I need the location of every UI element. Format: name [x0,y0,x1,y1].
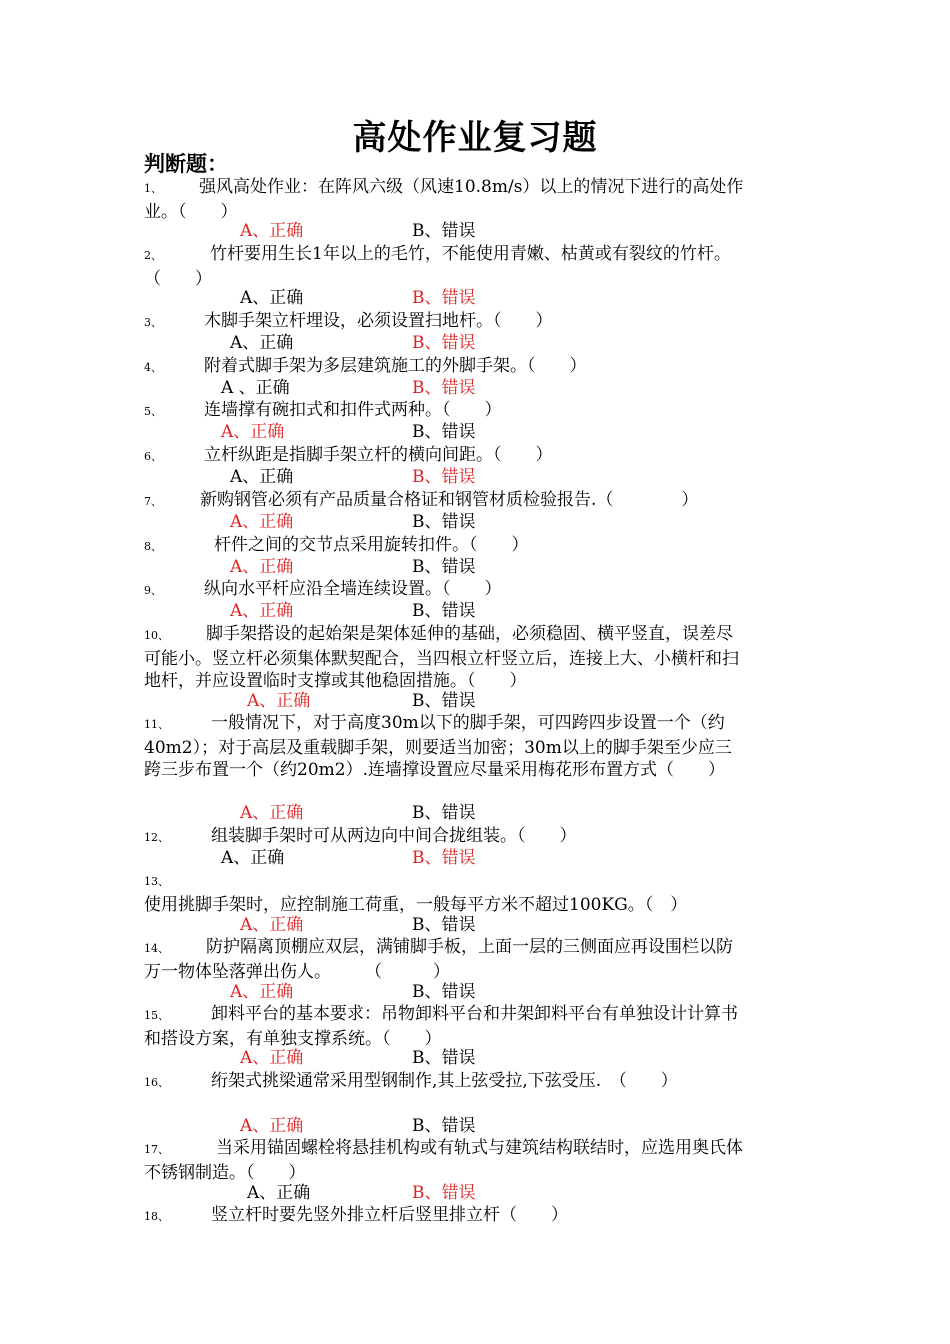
option-b: B、错误 [412,915,476,935]
question-text: 附着式脚手架为多层建筑施工的外脚手架。（ ） [204,356,587,376]
section-heading: 判断题： [144,151,228,176]
option-b: B、错误 [412,288,476,308]
question-3 [144,310,748,335]
question-1 [144,176,748,223]
question-text: 一般情况下，对于高度30m以下的脚手架，可四跨四步设置一个（约40m2）；对于高层及重载脚手架，则要适当加密；30m以上的脚手架至少应三跨三步布置一个（约20m2）.连墙撑设置应尽量采用梅花形布置方式（ ） [144,713,732,780]
question-text: 使用挑脚手架时，应控制施工荷重，一般每平方米不超过100KG。（ ） [144,894,688,915]
option-b: B、错误 [412,333,476,353]
option-a: A、正确 [230,333,294,353]
question-number: 1、 [144,182,162,195]
option-a: A、正确 [230,601,294,621]
question-text: 竖立杆时要先竖外排立杆后竖里排立杆（ ） [211,1205,568,1225]
option-b: B、错误 [412,848,476,868]
option-a: A、正确 [230,512,294,532]
question-number: 8、 [144,540,162,553]
page-title: 高处作业复习题 [352,118,598,158]
question-12 [144,825,748,850]
question-6 [144,444,748,469]
option-a: A、正确 [221,848,285,868]
question-number: 13、 [144,875,169,888]
option-a: A、正确 [240,803,304,823]
question-text: 纵向水平杆应沿全墙连续设置。（ ） [204,579,502,599]
question-number: 5、 [144,405,162,418]
question-4 [144,355,748,380]
option-a: A、正确 [240,288,304,308]
option-b: B、错误 [412,378,476,398]
option-b: B、错误 [412,803,476,823]
question-17 [144,1137,748,1184]
option-a: A、正确 [230,467,294,487]
question-number: 10、 [144,629,169,642]
question-text: 当采用锚固螺栓将悬挂机构或有轨式与建筑结构联结时，应选用奥氏体不锈钢制造。（ ） [144,1138,743,1183]
question-text: 连墙撑有碗扣式和扣件式两种。（ ） [204,400,502,420]
question-16 [144,1070,748,1095]
option-a: A、正确 [247,691,311,711]
question-text: 卸料平台的基本要求：吊物卸料平台和井架卸料平台有单独设计计算书和搭设方案，有单独支撑系统。（ ） [144,1004,738,1049]
option-b: B、错误 [412,422,476,442]
question-15 [144,1003,748,1050]
option-b: B、错误 [412,557,476,577]
question-number: 3、 [144,316,162,329]
option-b: B、错误 [412,512,476,532]
option-a: A、正确 [230,557,294,577]
option-a: A、正确 [240,221,304,241]
question-8 [144,534,748,559]
question-9 [144,578,748,603]
option-a: A、正确 [230,982,294,1002]
question-text: 新购钢管必须有产品质量合格证和钢管材质检验报告.（ ） [200,490,699,510]
question-18 [144,1204,748,1229]
option-b: B、错误 [412,1048,476,1068]
option-a: A、正确 [221,422,285,442]
question-7 [144,489,748,514]
question-text: 木脚手架立杆埋设，必须设置扫地杆。（ ） [204,311,553,331]
question-text: 绗架式挑梁通常采用型钢制作,其上弦受拉,下弦受压. （ ） [211,1071,678,1091]
option-b: B、错误 [412,982,476,1002]
question-number: 7、 [144,495,162,508]
question-number: 18、 [144,1210,169,1223]
question-number: 4、 [144,361,162,374]
option-b: B、错误 [412,221,476,241]
option-b: B、错误 [412,1183,476,1203]
question-text: 防护隔离顶棚应双层，满铺脚手板，上面一层的三侧面应再设围栏以防万一物体坠落弹出伤人。 （ ） [144,937,733,982]
question-number: 2、 [144,249,162,262]
option-a: A、正确 [240,915,304,935]
question-2 [144,243,748,290]
question-number: 17、 [144,1143,169,1156]
question-number: 12、 [144,831,169,844]
option-b: B、错误 [412,601,476,621]
question-11 [144,712,748,782]
question-14 [144,936,748,983]
question-text: 立杆纵距是指脚手架立杆的横向间距。（ ） [204,445,553,465]
option-b: B、错误 [412,691,476,711]
question-number: 6、 [144,450,162,463]
question-number: 15、 [144,1009,169,1022]
question-10 [144,623,748,693]
question-13 [144,869,748,916]
question-number: 14、 [144,942,169,955]
option-b: B、错误 [412,467,476,487]
question-number: 11、 [144,718,169,731]
option-a: A、正确 [247,1183,311,1203]
question-text: 脚手架搭设的起始架是架体延伸的基础，必须稳固、横平竖直，误差尽可能小。竖立杆必须集体默契配合，当四根立杆竖立后，连接上大、小横杆和扫地杆，并应设置临时支撑或其他稳固措施。（ ） [144,624,739,691]
option-a: A、正确 [240,1048,304,1068]
question-number: 16、 [144,1076,169,1089]
question-text: 杆件之间的交节点采用旋转扣件。（ ） [214,535,529,555]
question-text: 竹杆要用生长1年以上的毛竹，不能使用青嫩、枯黄或有裂纹的竹杆。（ ） [144,244,731,289]
question-5 [144,399,748,424]
option-b: B、错误 [412,1116,476,1136]
option-a: A、正确 [240,1116,304,1136]
option-a: A 、正确 [221,378,290,398]
question-number: 9、 [144,584,162,597]
question-text: 组装脚手架时可从两边向中间合拢组装。（ ） [211,826,577,846]
question-text: 强风高处作业：在阵风六级（风速10.8m/s）以上的情况下进行的高处作业。（ ） [144,177,744,222]
